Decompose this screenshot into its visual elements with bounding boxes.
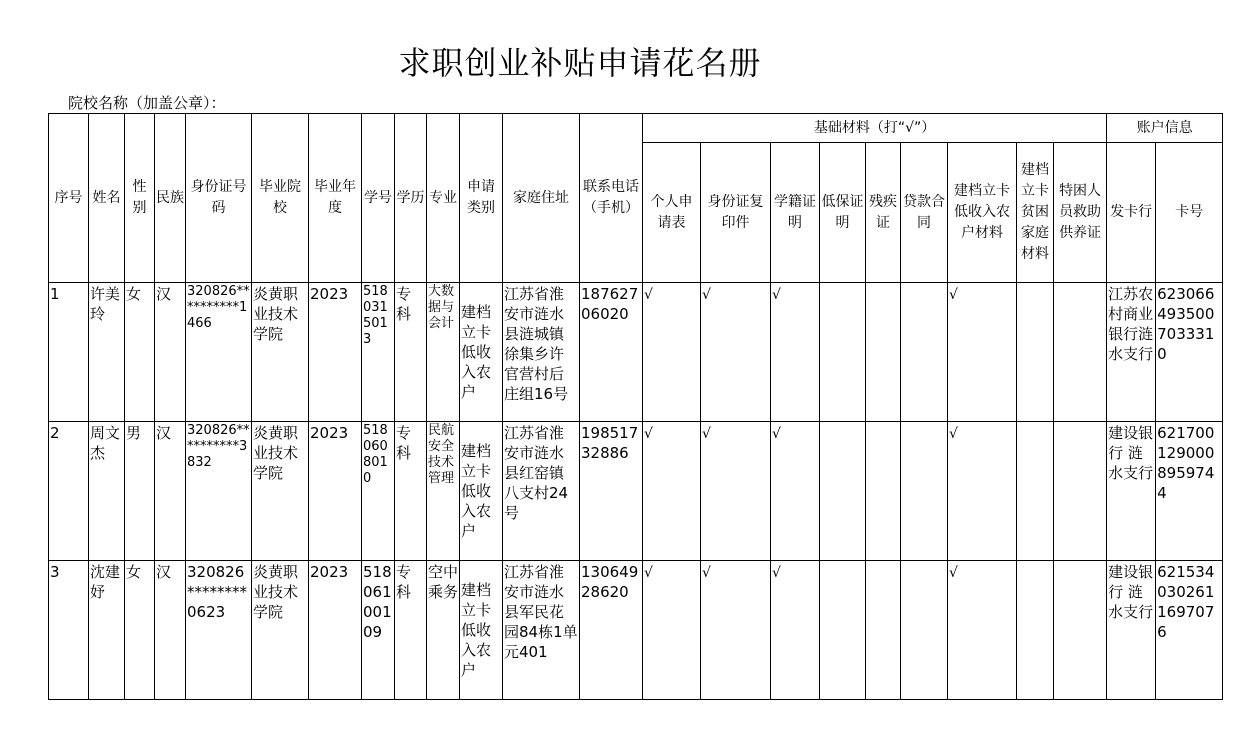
cell-gender: 女 xyxy=(125,283,155,422)
cell-student-no: 5180608010 xyxy=(362,422,395,561)
cell-phone: 19851732886 xyxy=(580,422,643,561)
check-mark-icon: √ xyxy=(702,426,711,442)
cell-education: 专科 xyxy=(395,561,427,700)
cell-ethnic: 汉 xyxy=(155,283,186,422)
cell-card-no: 6230664935007033310 xyxy=(1156,283,1223,422)
cell-student-no: 51806100109 xyxy=(362,561,395,700)
cell-loan-contract xyxy=(901,283,948,422)
cell-low-income-check xyxy=(948,283,1017,422)
cell-low-income-check xyxy=(948,561,1017,700)
header-special-support: 特困人员救助供养证 xyxy=(1054,143,1107,283)
header-education: 学历 xyxy=(395,114,427,283)
cell-enroll-proof-check xyxy=(771,561,820,700)
cell-ethnic: 汉 xyxy=(155,422,186,561)
cell-ethnic: 汉 xyxy=(155,561,186,700)
header-low-income-material: 建档立卡低收入农户材料 xyxy=(948,143,1017,283)
page-title: 求职创业补贴申请花名册 xyxy=(398,44,762,82)
check-mark-icon: √ xyxy=(644,565,653,581)
header-apply-type: 申请类别 xyxy=(460,114,503,283)
header-dibao-proof: 低保证明 xyxy=(820,143,866,283)
cell-student-no: 5180315013 xyxy=(362,283,395,422)
cell-name: 许美玲 xyxy=(89,283,125,422)
header-account-info: 账户信息 xyxy=(1107,114,1223,143)
cell-seq: 2 xyxy=(49,422,89,561)
header-id-number: 身份证号码 xyxy=(186,114,252,283)
cell-address: 江苏省淮安市涟水县军民花园84栋1单元401 xyxy=(503,561,580,700)
cell-loan-contract xyxy=(901,561,948,700)
check-mark-icon: √ xyxy=(644,287,653,303)
cell-gender: 男 xyxy=(125,422,155,561)
cell-bank: 建设银行 涟水支行 xyxy=(1107,561,1156,700)
cell-personal-form-check xyxy=(643,561,701,700)
cell-major: 民航安全技术管理 xyxy=(427,422,460,561)
header-major: 专业 xyxy=(427,114,460,283)
header-seq: 序号 xyxy=(49,114,89,283)
header-name: 姓名 xyxy=(89,114,125,283)
cell-bank: 江苏农村商业银行涟水支行 xyxy=(1107,283,1156,422)
header-disability-cert: 残疾证 xyxy=(866,143,901,283)
cell-education: 专科 xyxy=(395,283,427,422)
cell-name: 沈建妤 xyxy=(89,561,125,700)
school-name-label: 院校名称（加盖公章）： xyxy=(68,94,226,112)
cell-school: 炎黄职业技术学院 xyxy=(252,422,309,561)
check-mark-icon: √ xyxy=(702,565,711,581)
header-phone: 联系电话（手机） xyxy=(580,114,643,283)
header-row-group xyxy=(49,114,1223,143)
check-mark-icon: √ xyxy=(949,287,958,303)
header-basic-materials: 基础材料（打“√”） xyxy=(643,114,1107,143)
table-row xyxy=(49,283,1223,422)
cell-major: 空中乘务 xyxy=(427,561,460,700)
cell-id-number: 320826**********3832 xyxy=(186,422,252,561)
cell-enroll-proof-check xyxy=(771,422,820,561)
cell-major: 大数据与会计 xyxy=(427,283,460,422)
cell-dibao-proof xyxy=(820,561,866,700)
cell-disability-cert xyxy=(866,422,901,561)
cell-seq: 3 xyxy=(49,561,89,700)
header-address: 家庭住址 xyxy=(503,114,580,283)
check-mark-icon: √ xyxy=(772,426,781,442)
cell-phone: 13064928620 xyxy=(580,561,643,700)
header-poor-family-material: 建档立卡贫困家庭材料 xyxy=(1017,143,1054,283)
cell-bank: 建设银行 涟水支行 xyxy=(1107,422,1156,561)
cell-name: 周文杰 xyxy=(89,422,125,561)
cell-id-number: 320826********0623 xyxy=(186,561,252,700)
check-mark-icon: √ xyxy=(949,565,958,581)
roster-table xyxy=(48,113,1223,700)
cell-school: 炎黄职业技术学院 xyxy=(252,561,309,700)
cell-low-income-check xyxy=(948,422,1017,561)
cell-personal-form-check xyxy=(643,422,701,561)
cell-school: 炎黄职业技术学院 xyxy=(252,283,309,422)
header-enroll-proof: 学籍证明 xyxy=(771,143,820,283)
header-personal-form: 个人申请表 xyxy=(643,143,701,283)
cell-card-no: 6217001290008959744 xyxy=(1156,422,1223,561)
cell-personal-form-check xyxy=(643,283,701,422)
header-grad-year: 毕业年度 xyxy=(309,114,362,283)
cell-loan-contract xyxy=(901,422,948,561)
header-id-copy: 身份证复印件 xyxy=(701,143,771,283)
cell-grad-year: 2023 xyxy=(309,561,362,700)
header-student-no: 学号 xyxy=(362,114,395,283)
cell-special-support xyxy=(1054,422,1107,561)
check-mark-icon: √ xyxy=(772,565,781,581)
cell-gender: 女 xyxy=(125,561,155,700)
check-mark-icon: √ xyxy=(702,287,711,303)
table-row xyxy=(49,422,1223,561)
cell-special-support xyxy=(1054,561,1107,700)
header-gender: 性别 xyxy=(125,114,155,283)
check-mark-icon: √ xyxy=(772,287,781,303)
cell-apply-type: 建档立卡低收入农户 xyxy=(460,561,503,700)
check-mark-icon: √ xyxy=(949,426,958,442)
cell-disability-cert xyxy=(866,283,901,422)
cell-grad-year: 2023 xyxy=(309,283,362,422)
header-loan-contract: 贷款合同 xyxy=(901,143,948,283)
header-issuing-bank: 发卡行 xyxy=(1107,143,1156,283)
cell-dibao-proof xyxy=(820,283,866,422)
cell-poor-family xyxy=(1017,561,1054,700)
cell-seq: 1 xyxy=(49,283,89,422)
header-school: 毕业院校 xyxy=(252,114,309,283)
cell-id-copy-check xyxy=(701,561,771,700)
cell-id-copy-check xyxy=(701,283,771,422)
cell-poor-family xyxy=(1017,283,1054,422)
cell-apply-type: 建档立卡低收入农户 xyxy=(460,283,503,422)
table-row xyxy=(49,561,1223,700)
cell-poor-family xyxy=(1017,422,1054,561)
cell-dibao-proof xyxy=(820,422,866,561)
cell-special-support xyxy=(1054,283,1107,422)
cell-card-no: 6215340302611697076 xyxy=(1156,561,1223,700)
cell-address: 江苏省淮安市涟水县红窑镇八支村24号 xyxy=(503,422,580,561)
cell-address: 江苏省淮安市涟水县涟城镇徐集乡许官营村后庄组16号 xyxy=(503,283,580,422)
cell-education: 专科 xyxy=(395,422,427,561)
cell-phone: 18762706020 xyxy=(580,283,643,422)
cell-disability-cert xyxy=(866,561,901,700)
cell-enroll-proof-check xyxy=(771,283,820,422)
header-card-no: 卡号 xyxy=(1156,143,1223,283)
cell-id-copy-check xyxy=(701,422,771,561)
header-ethnic: 民族 xyxy=(155,114,186,283)
cell-id-number: 320826**********1466 xyxy=(186,283,252,422)
cell-grad-year: 2023 xyxy=(309,422,362,561)
cell-apply-type: 建档立卡低收入农户 xyxy=(460,422,503,561)
check-mark-icon: √ xyxy=(644,426,653,442)
